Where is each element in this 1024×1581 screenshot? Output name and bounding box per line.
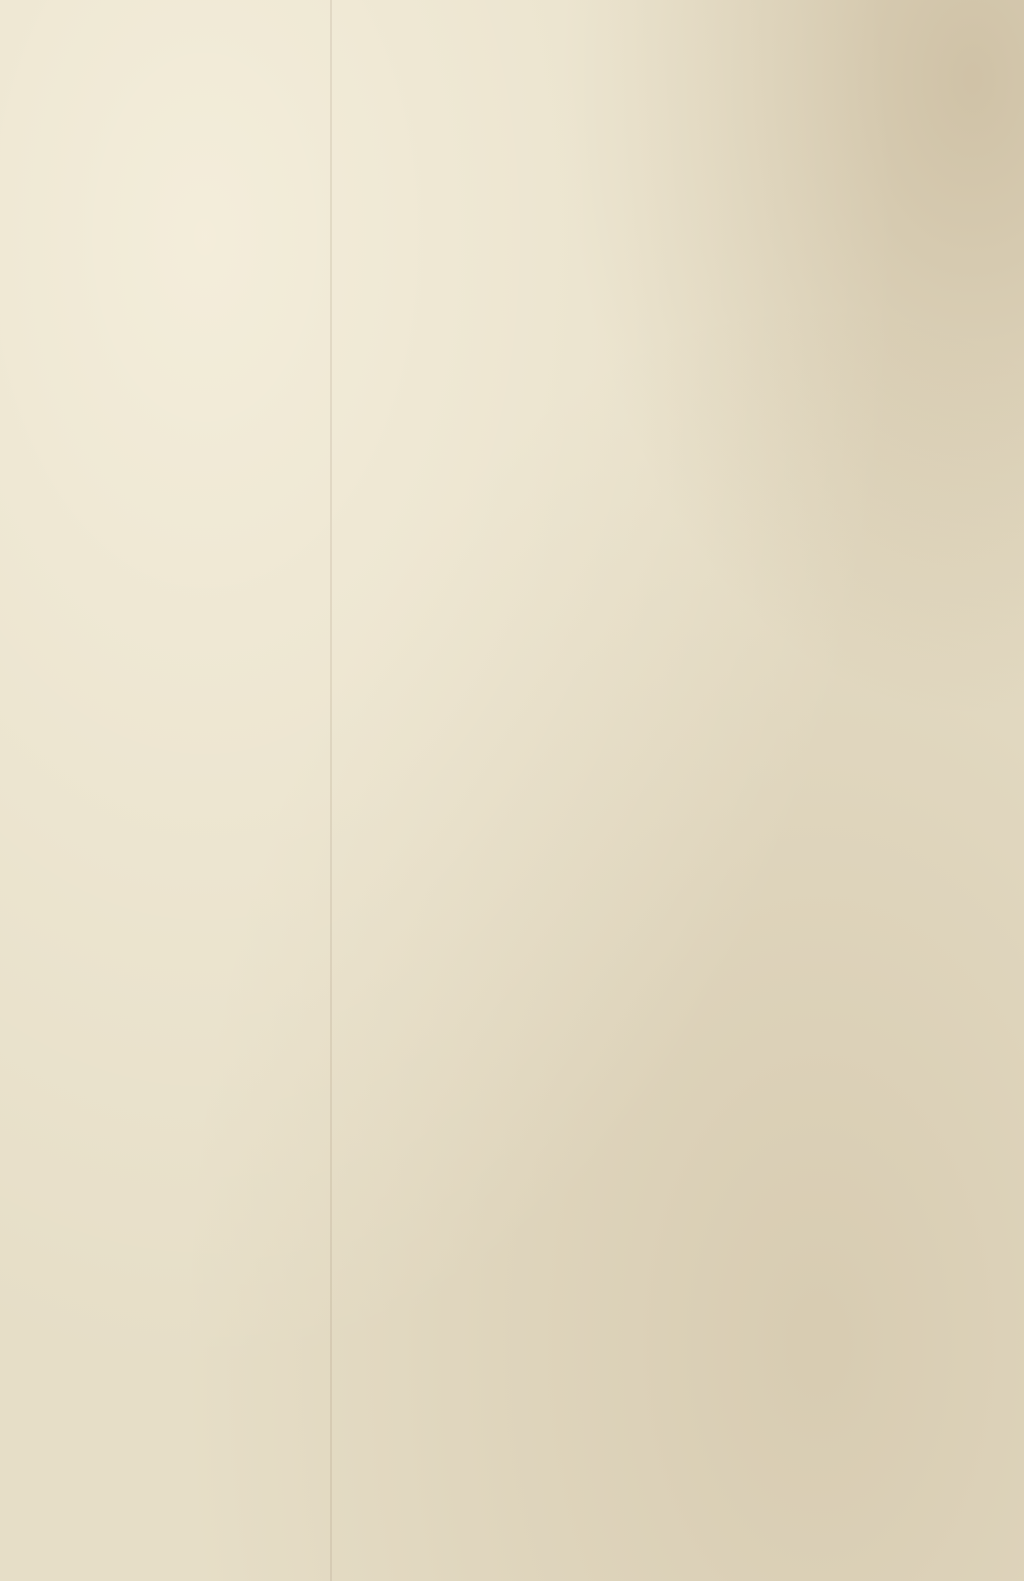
blurred-redacted-text bbox=[40, 1222, 1000, 1562]
